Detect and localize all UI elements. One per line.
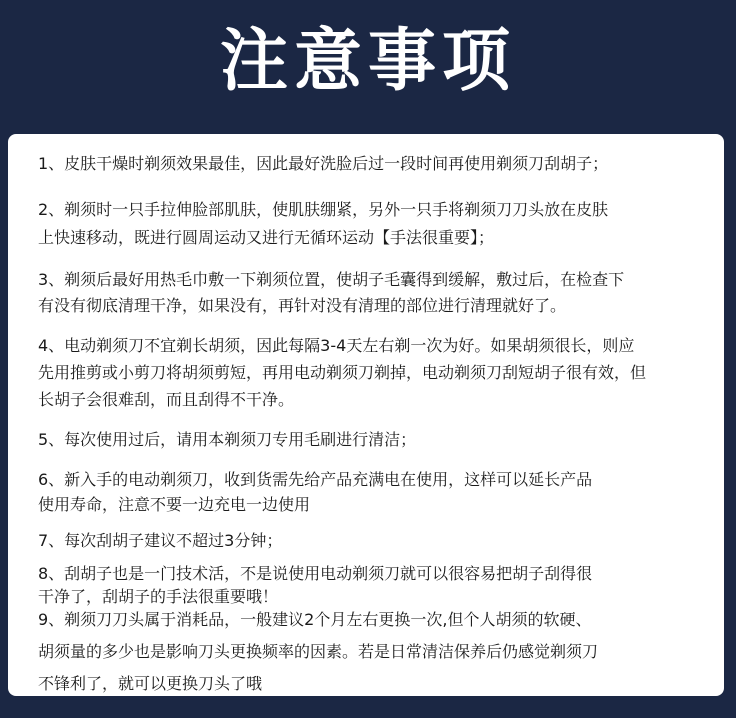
note-line: 先用推剪或小剪刀将胡须剪短，再用电动剃须刀剃掉，电动剃须刀刮短胡子很有效，但 — [38, 363, 647, 382]
note-line: 上快速移动，既进行圆周运动又进行无循环运动【手法很重要】； — [38, 228, 495, 247]
note-item-7 — [38, 529, 728, 553]
note-line: 5、每次使用过后，请用本剃须刀专用毛刷进行清洁； — [38, 430, 417, 449]
note-item-3 — [38, 268, 728, 318]
note-line: 4、电动剃须刀不宜剃长胡须，因此每隔3-4天左右剃一次为好。如果胡须很长，则应 — [38, 336, 635, 355]
note-line: 3、剃须后最好用热毛巾敷一下剃须位置，使胡子毛囊得到缓解，敷过后，在检查下 — [38, 270, 625, 289]
note-line: 干净了，刮胡子的手法很重要哦！ — [38, 587, 279, 606]
page-title: 注意事项 — [219, 22, 516, 101]
notes-card — [8, 134, 724, 696]
note-line: 9、剃须刀刀头属于消耗品，一般建议2个月左右更换一次,但个人胡须的软硬、 — [38, 610, 592, 629]
note-line: 长胡子会很难刮，而且刮得不干净。 — [38, 390, 295, 409]
note-line: 6、新入手的电动剃须刀，收到货需先给产品充满电在使用，这样可以延长产品 — [38, 470, 593, 489]
note-item-2 — [38, 198, 728, 250]
note-item-5 — [38, 428, 728, 452]
note-line: 8、刮胡子也是一门技术活，不是说使用电动剃须刀就可以很容易把胡子刮得很 — [38, 564, 593, 583]
note-item-8 — [38, 562, 728, 609]
note-line: 7、每次刮胡子建议不超过3分钟； — [38, 531, 283, 550]
note-line: 使用寿命，注意不要一边充电一边使用 — [38, 495, 311, 514]
note-line: 不锋利了，就可以更换刀头了哦 — [38, 674, 263, 693]
note-line: 1、皮肤干燥时剃须效果最佳，因此最好洗脸后过一段时间再使用剃须刀刮胡子； — [38, 154, 609, 173]
note-line: 2、剃须时一只手拉伸脸部肌肤，使肌肤绷紧，另外一只手将剃须刀刀头放在皮肤 — [38, 200, 609, 219]
note-item-9 — [38, 608, 728, 696]
note-item-6 — [38, 468, 728, 517]
note-line: 有没有彻底清理干净，如果没有，再针对没有清理的部位进行清理就好了。 — [38, 296, 567, 315]
note-item-1 — [38, 152, 728, 176]
note-item-4 — [38, 334, 728, 412]
note-line: 胡须量的多少也是影响刀头更换频率的因素。若是日常清洁保养后仍感觉剃须刀 — [38, 642, 599, 661]
